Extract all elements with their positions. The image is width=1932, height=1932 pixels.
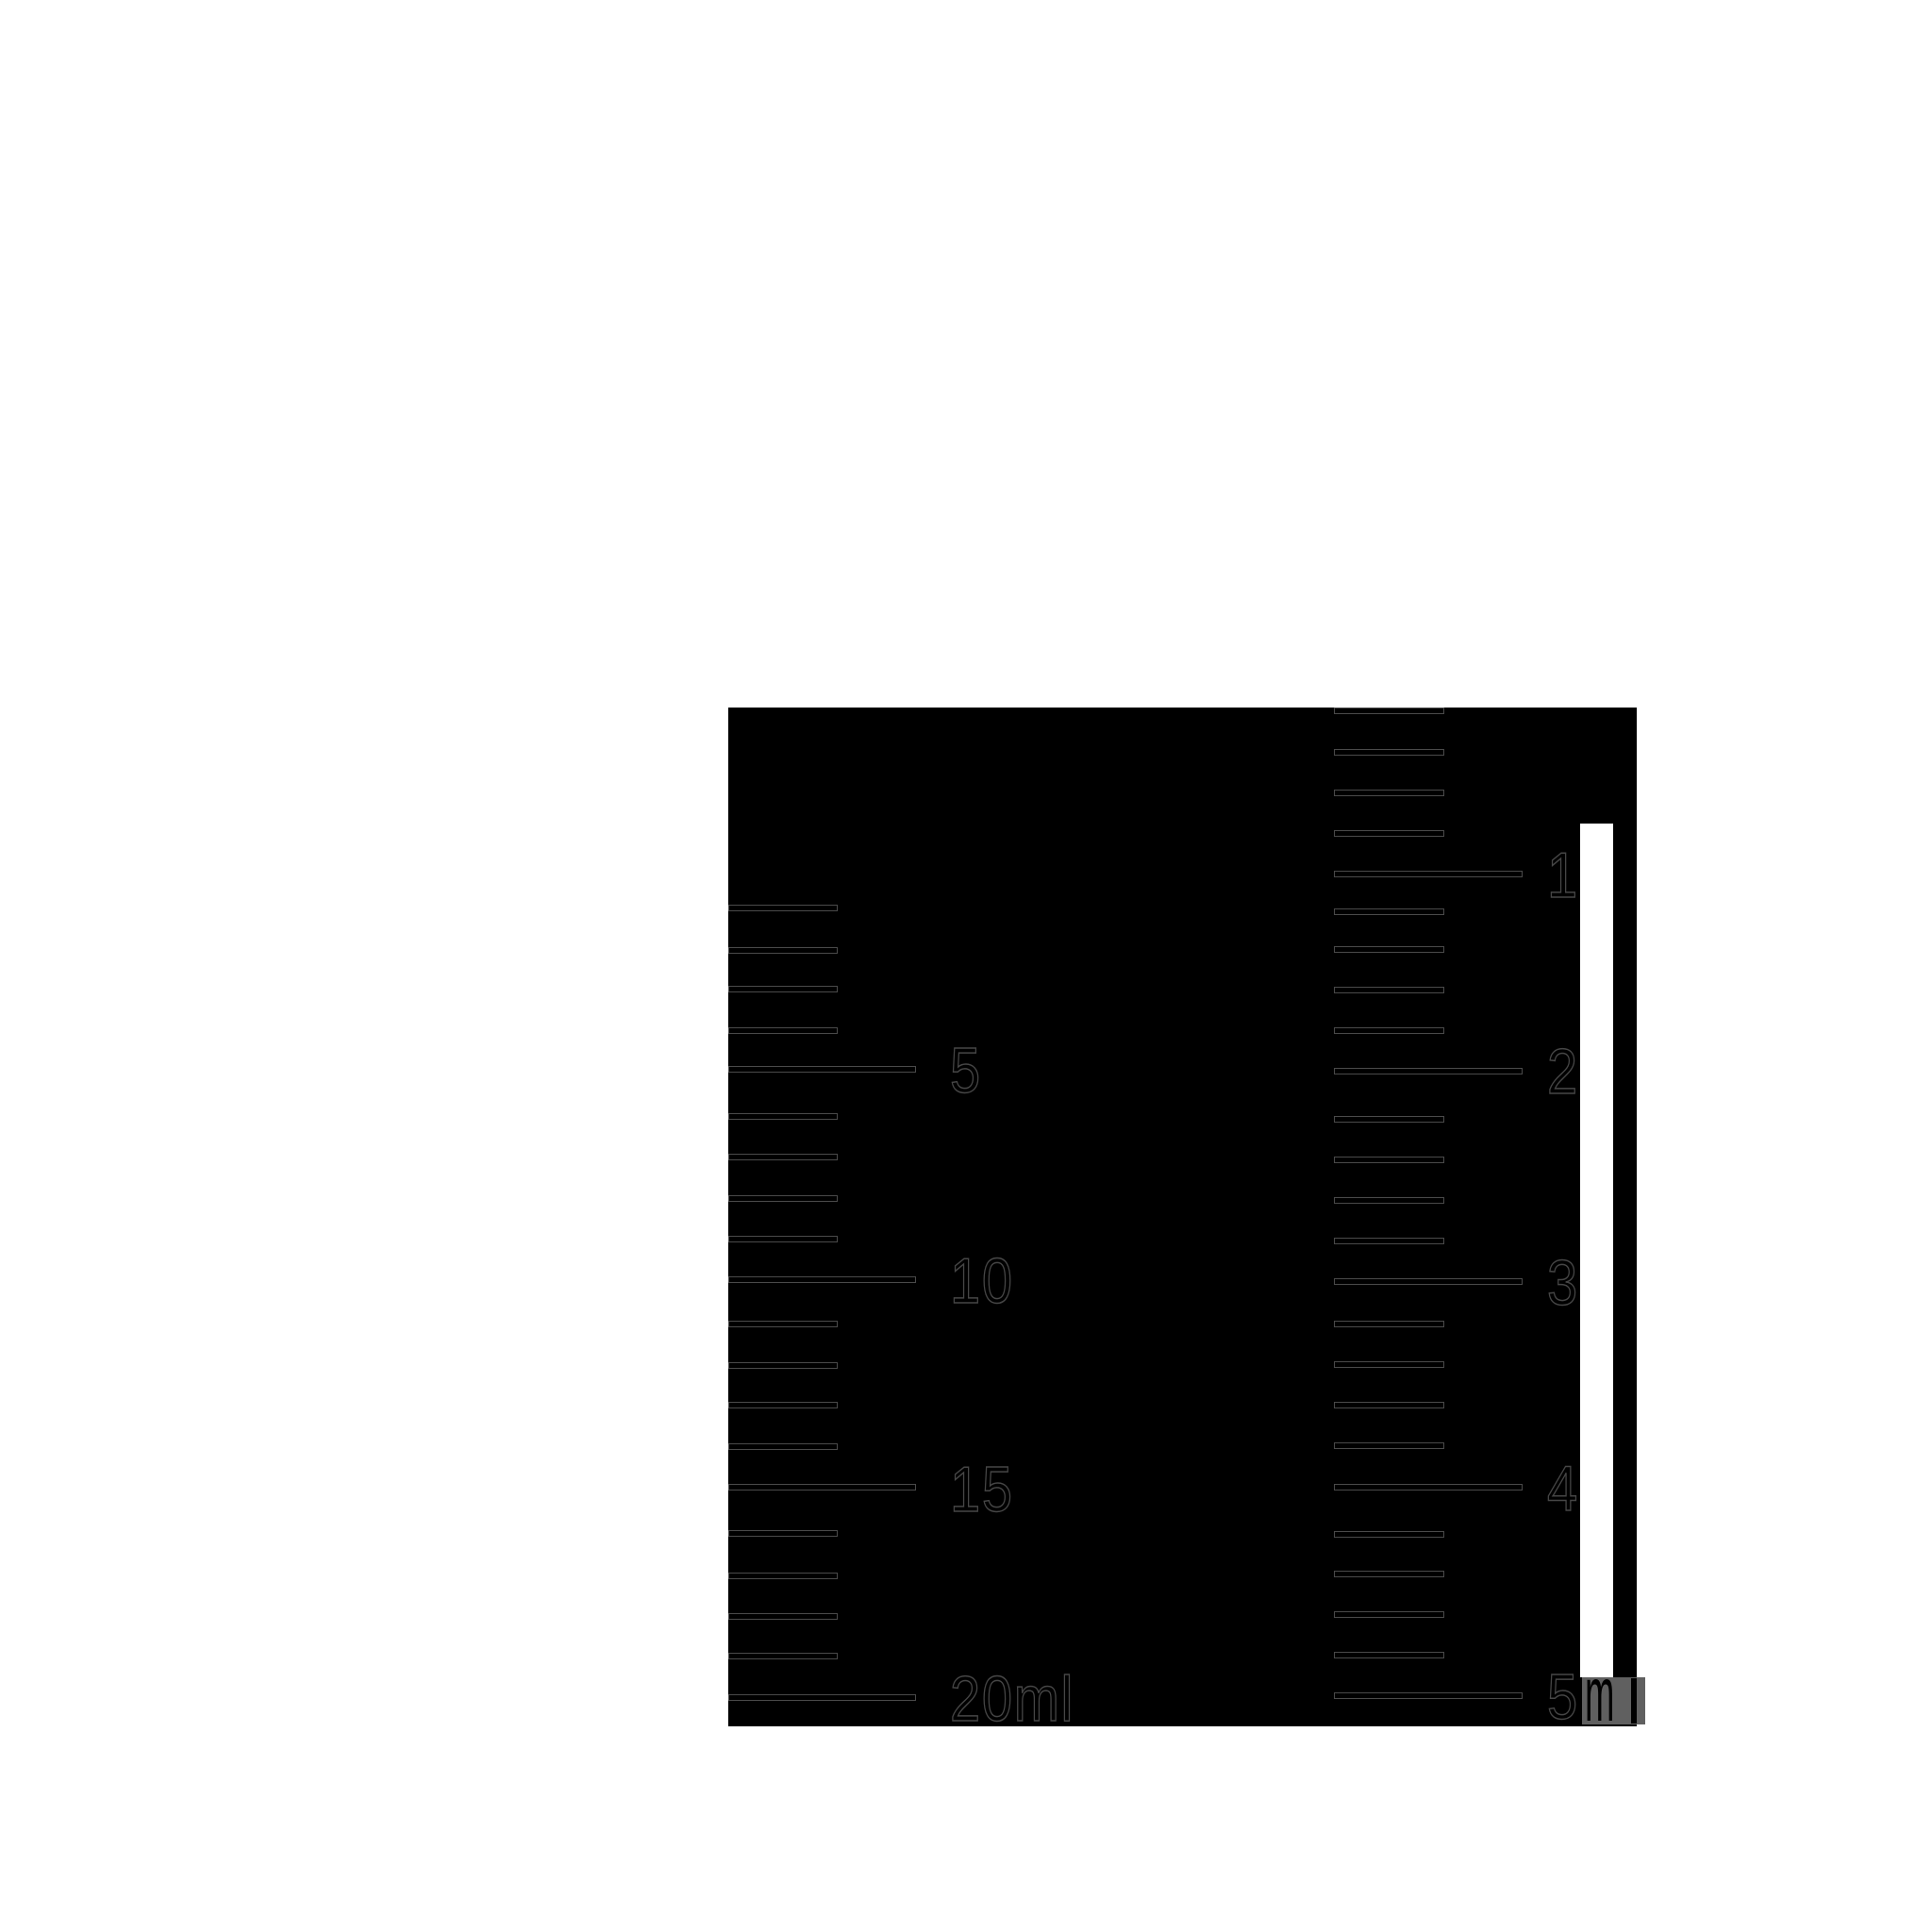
right-scale-major-tick <box>1334 1484 1523 1491</box>
left-scale-minor-tick <box>728 1613 838 1620</box>
right-scale-minor-tick <box>1334 790 1444 796</box>
right-scale-minor-tick <box>1334 1571 1444 1577</box>
left-scale-minor-tick <box>728 1573 838 1579</box>
right-scale-minor-tick <box>1334 1611 1444 1618</box>
left-scale-minor-tick <box>728 1154 838 1160</box>
right-scale-label: 3 <box>1547 1247 1579 1319</box>
right-scale-minor-tick <box>1334 1361 1444 1368</box>
left-scale-minor-tick <box>728 1443 838 1450</box>
right-scale-major-tick <box>1334 871 1523 877</box>
right-scale-minor-tick <box>1334 1531 1444 1538</box>
left-scale-minor-tick <box>728 1113 838 1120</box>
right-scale-minor-tick <box>1334 1442 1444 1449</box>
left-scale-label: 20ml <box>950 1663 1075 1735</box>
right-scale-minor-tick <box>1334 1027 1444 1034</box>
left-scale-label: 5 <box>950 1035 982 1107</box>
left-scale-minor-tick <box>728 1321 838 1327</box>
selected-letter-m: m <box>1585 1652 1615 1738</box>
selected-letter-l-bar <box>1631 1678 1637 1724</box>
right-scale-label: 2 <box>1547 1036 1579 1108</box>
black-panel <box>728 708 1637 1726</box>
left-scale-minor-tick <box>728 1236 838 1242</box>
right-scale-minor-tick <box>1334 1157 1444 1163</box>
left-scale-minor-tick <box>728 1195 838 1202</box>
right-scale-minor-tick <box>1334 908 1444 915</box>
left-scale-minor-tick <box>728 1027 838 1034</box>
right-scale-label: 1 <box>1547 840 1579 911</box>
right-scale-minor-tick <box>1334 708 1444 714</box>
right-scale-minor-tick <box>1334 1238 1444 1244</box>
white-strip <box>1580 824 1613 1677</box>
left-scale-minor-tick <box>728 1530 838 1537</box>
right-scale-label: 4 <box>1547 1453 1579 1524</box>
right-scale-major-tick <box>1334 1692 1523 1699</box>
right-scale-minor-tick <box>1334 1652 1444 1658</box>
left-scale-major-tick <box>728 1276 916 1283</box>
left-scale-major-tick <box>728 1694 916 1701</box>
right-scale-minor-tick <box>1334 1321 1444 1327</box>
right-scale-minor-tick <box>1334 946 1444 953</box>
right-scale-minor-tick <box>1334 830 1444 837</box>
left-scale-minor-tick <box>728 1362 838 1369</box>
left-scale-minor-tick <box>728 986 838 992</box>
left-scale-minor-tick <box>728 905 838 911</box>
right-scale-minor-tick <box>1334 1402 1444 1408</box>
left-scale-minor-tick <box>728 1653 838 1659</box>
right-scale-major-tick <box>1334 1278 1523 1285</box>
right-scale-minor-tick <box>1334 1116 1444 1123</box>
left-scale-label: 10 <box>950 1245 1014 1317</box>
left-scale-label: 15 <box>950 1454 1014 1525</box>
right-scale-major-tick <box>1334 1068 1523 1074</box>
right-scale-minor-tick <box>1334 749 1444 756</box>
left-scale-major-tick <box>728 1066 916 1073</box>
left-scale-major-tick <box>728 1484 916 1491</box>
right-scale-minor-tick <box>1334 1197 1444 1204</box>
right-scale-label: 5 <box>1547 1661 1579 1733</box>
left-scale-minor-tick <box>728 947 838 954</box>
right-scale-minor-tick <box>1334 987 1444 993</box>
left-scale-minor-tick <box>728 1402 838 1408</box>
